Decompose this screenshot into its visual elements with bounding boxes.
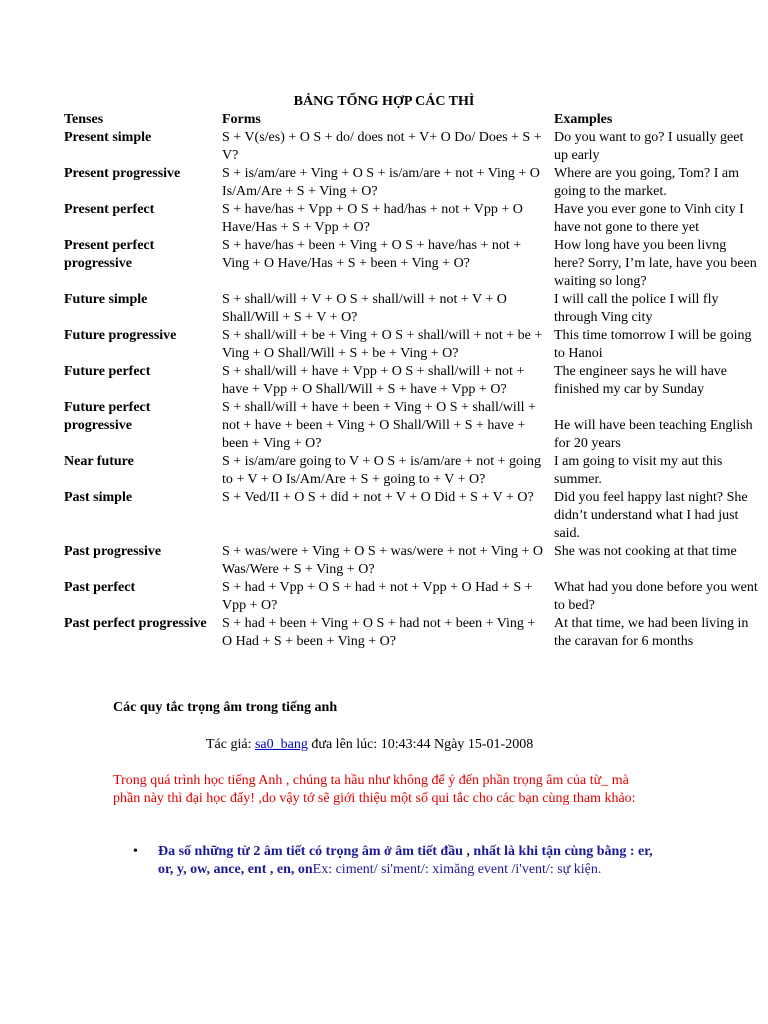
tense-name: Present perfect progressive	[64, 238, 155, 271]
tense-form: S + is/am/are + Ving + O S + is/am/are + not + Ving + O Is/Am/Are + S + Ving + O?	[222, 166, 540, 199]
tense-name: Future progressive	[64, 328, 177, 343]
table-row	[60, 543, 764, 579]
rule-example-text: Ex: ciment/ si'ment/: ximăng event /i'vent/: sự kiện.	[312, 862, 602, 877]
table-row	[60, 453, 764, 489]
tense-example: Did you feel happy last night? She didn’t understand what I had just said.	[554, 490, 748, 541]
table-row	[60, 615, 764, 651]
tense-form: S + shall/will + have + Vpp + O S + shall/will + not + have + Vpp + O Shall/Will + S + have + Vpp + O?	[222, 364, 525, 397]
bullet-icon: •	[133, 844, 138, 859]
tense-form: S + is/am/are going to V + O S + is/am/are + not + going to + V + O Is/Am/Are + S + going to + V + O?	[222, 454, 541, 487]
tense-name: Future perfect	[64, 364, 151, 379]
tense-example: Do you want to go? I usually geet up early	[554, 130, 744, 163]
tense-example: I will call the police I will fly through Ving city	[554, 292, 719, 325]
rule-bold-text: Đa số những từ 2 âm tiết có trọng âm ở âm tiết đầu , nhất là khi tận cùng bằng : er, or, y, ow, ance, ent , en, on	[158, 844, 653, 877]
rules-heading: Các quy tắc trọng âm trong tiếng anh	[113, 700, 338, 715]
stress-rules-list	[113, 843, 658, 879]
author-link[interactable]: sa0_bang	[254, 737, 308, 752]
table-row	[60, 129, 764, 165]
tense-name: Present simple	[64, 130, 152, 145]
author-prefix: Tác giả:	[206, 737, 255, 752]
table-row	[60, 165, 764, 201]
table-row	[60, 237, 764, 291]
tense-form: S + had + been + Ving + O S + had not + been + Ving + O Had + S + been + Ving + O?	[222, 616, 536, 649]
header-forms: Forms	[222, 112, 261, 127]
tense-name: Future perfect progressive	[64, 400, 151, 433]
tense-form: S + Ved/II + O S + did + not + V + O Did + S + V + O?	[222, 490, 534, 505]
tense-name: Past simple	[64, 490, 133, 505]
tense-name: Near future	[64, 454, 134, 469]
intro-paragraph: Trong quá trình học tiếng Anh , chúng ta hầu như không để ý đến phần trọng âm của từ_ mà phần này thì đại học đấy! ,do vậy tớ sẽ giới thiệu một số qui tắc cho các bạn cùng tham khảo:	[113, 773, 636, 806]
author-line	[206, 737, 533, 753]
tense-form: S + shall/will + have + been + Ving + O S + shall/will + not + have + been + Ving + O Shall/Will + S + have + been + Ving + O?	[222, 400, 536, 451]
tense-example: She was not cooking at that time	[554, 544, 737, 559]
tense-name: Present perfect	[64, 202, 155, 217]
tense-example: What had you done before you went to bed?	[554, 580, 758, 613]
table-row	[60, 363, 764, 399]
tense-name: Present progressive	[64, 166, 181, 181]
tense-example: This time tomorrow I will be going to Hanoi	[554, 328, 752, 361]
tense-form: S + have/has + Vpp + O S + had/has + not + Vpp + O Have/Has + S + Vpp + O?	[222, 202, 523, 235]
tense-example: I am going to visit my aut this summer.	[554, 454, 723, 487]
tenses-table	[60, 111, 764, 651]
table-row	[60, 201, 764, 237]
table-row	[60, 327, 764, 363]
tense-form: S + had + Vpp + O S + had + not + Vpp + O Had + S + Vpp + O?	[222, 580, 533, 613]
tense-name: Past perfect	[64, 580, 136, 595]
tense-form: S + shall/will + be + Ving + O S + shall/will + not + be + Ving + O Shall/Will + S + be + Ving + O?	[222, 328, 543, 361]
tense-example: The engineer says he will have finished my car by Sunday	[554, 364, 727, 397]
table-row	[60, 291, 764, 327]
tense-form: S + was/were + Ving + O S + was/were + not + Ving + O Was/Were + S + Ving + O?	[222, 544, 543, 577]
list-item	[113, 843, 658, 879]
tense-name: Past perfect progressive	[64, 616, 207, 631]
tense-form: S + have/has + been + Ving + O S + have/has + not + Ving + O Have/Has + S + been + Ving + O?	[222, 238, 522, 271]
tense-example: At that time, we had been living in the caravan for 6 months	[554, 616, 749, 649]
header-tenses: Tenses	[64, 112, 104, 127]
table-row	[60, 579, 764, 615]
table-row	[60, 399, 764, 453]
tense-form: S + shall/will + V + O S + shall/will + not + V + O Shall/Will + S + V + O?	[222, 292, 507, 325]
tense-example: How long have you been livng here? Sorry, I’m late, have you been waiting so long?	[554, 238, 757, 289]
tense-name: Past progressive	[64, 544, 162, 559]
tense-form: S + V(s/es) + O S + do/ does not + V+ O Do/ Does + S + V?	[222, 130, 542, 163]
tense-example: Have you ever gone to Vinh city I have not gone to there yet	[554, 202, 744, 235]
tense-name: Future simple	[64, 292, 148, 307]
table-header-row	[60, 111, 764, 129]
tense-example: Where are you going, Tom? I am going to the market.	[554, 166, 739, 199]
author-suffix: đưa lên lúc: 10:43:44 Ngày 15-01-2008	[307, 737, 534, 752]
page-title: BẢNG TỔNG HỢP CÁC THÌ	[293, 94, 475, 109]
table-row	[60, 489, 764, 543]
header-examples: Examples	[554, 112, 613, 127]
tense-example: He will have been teaching English for 20 years	[554, 418, 753, 451]
